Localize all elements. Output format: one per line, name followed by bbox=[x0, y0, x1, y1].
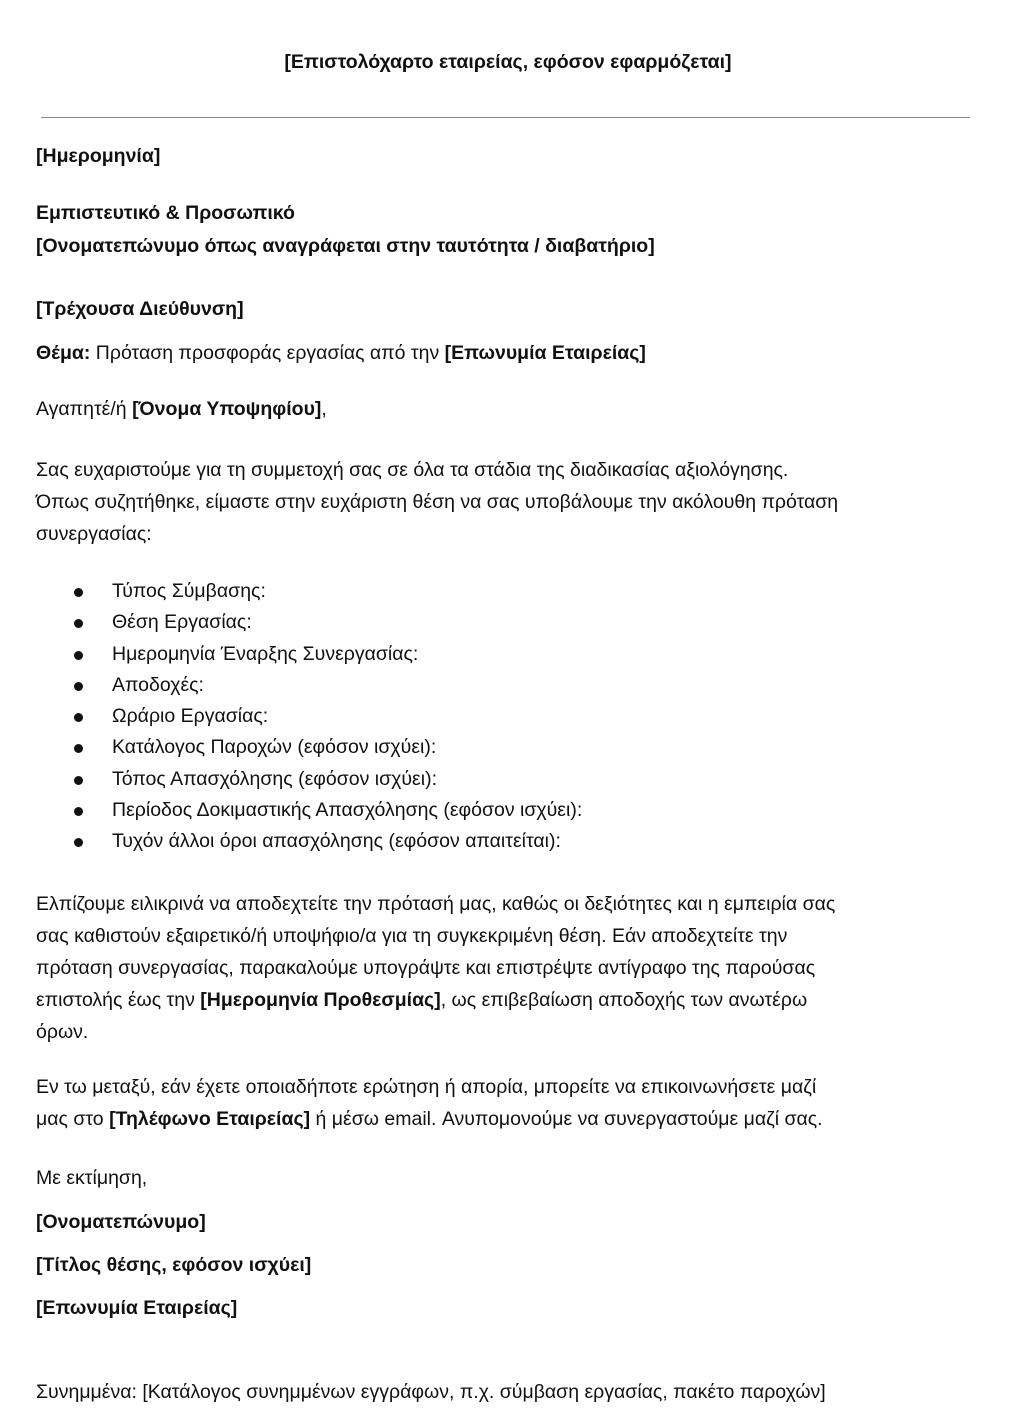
greeting-text: Αγαπητέ/ή bbox=[36, 398, 133, 420]
contact-line: Εν τω μεταξύ, εάν έχετε οποιαδήποτε ερώτηση ή απορία, μπορείτε να επικοινωνήσετε μαζί bbox=[36, 1076, 817, 1098]
signer-title: [Τίτλος θέσης, εφόσον ισχύει] bbox=[36, 1254, 312, 1276]
subject-label: Θέμα: bbox=[36, 342, 91, 364]
deadline-placeholder: [Ημερομηνία Προθεσμίας] bbox=[200, 989, 441, 1011]
offer-terms-list bbox=[36, 576, 582, 857]
subject-line bbox=[36, 342, 646, 365]
subject-company: [Επωνυμία Εταιρείας] bbox=[444, 342, 646, 364]
bullet-icon bbox=[74, 713, 83, 722]
acceptance-line: επιστολής έως την [Ημερομηνία Προθεσμίας], ως επιβεβαίωση αποδοχής των ανωτέρω bbox=[36, 989, 808, 1011]
list-item: Ημερομηνία Έναρξης Συνεργασίας: bbox=[36, 639, 582, 670]
list-item: Περίοδος Δοκιμαστικής Απασχόλησης (εφόσον ισχύει): bbox=[36, 795, 582, 826]
bullet-icon bbox=[74, 838, 83, 847]
list-item: Τόπος Απασχόλησης (εφόσον ισχύει): bbox=[36, 764, 582, 795]
recipient-address: [Τρέχουσα Διεύθυνση] bbox=[36, 298, 244, 320]
greeting bbox=[36, 398, 327, 421]
intro-line: Σας ευχαριστούμε για τη συμμετοχή σας σε όλα τα στάδια της διαδικασίας αξιολόγησης. bbox=[36, 459, 789, 481]
confidential-label: Εμπιστευτικό & Προσωπικό bbox=[36, 202, 295, 224]
signer-name: [Ονοματεπώνυμο] bbox=[36, 1211, 206, 1233]
letterhead-placeholder: [Επιστολόχαρτο εταιρείας, εφόσον εφαρμόζεται] bbox=[284, 51, 732, 73]
acceptance-paragraph bbox=[36, 888, 981, 1048]
acceptance-line: Ελπίζουμε ειλικρινά να αποδεχτείτε την πρότασή μας, καθώς οι δεξιότητες και η εμπειρία σας bbox=[36, 893, 836, 915]
acceptance-line: όρων. bbox=[36, 1021, 89, 1043]
header-divider bbox=[41, 117, 970, 118]
bullet-icon bbox=[74, 807, 83, 816]
acceptance-line: σας καθιστούν εξαιρετικό/ή υποψήφιο/α για τη συγκεκριμένη θέση. Εάν αποδεχτείτε την bbox=[36, 925, 788, 947]
contact-paragraph bbox=[36, 1071, 981, 1135]
bullet-icon bbox=[74, 744, 83, 753]
intro-line: συνεργασίας: bbox=[36, 523, 152, 545]
list-item: Αποδοχές: bbox=[36, 670, 582, 701]
intro-line: Όπως συζητήθηκε, είμαστε στην ευχάριστη θέση να σας υποβάλουμε την ακόλουθη πρόταση bbox=[36, 491, 839, 513]
signer-company: [Επωνυμία Εταιρείας] bbox=[36, 1297, 238, 1319]
candidate-name: [Όνομα Υποψηφίου] bbox=[132, 398, 322, 420]
bullet-icon bbox=[74, 776, 83, 785]
acceptance-line: πρόταση συνεργασίας, παρακαλούμε υπογράψτε και επιστρέψτε αντίγραφο της παρούσας bbox=[36, 957, 816, 979]
list-item: Κατάλογος Παροχών (εφόσον ισχύει): bbox=[36, 732, 582, 763]
bullet-icon bbox=[74, 619, 83, 628]
list-item: Θέση Εργασίας: bbox=[36, 607, 582, 638]
recipient-name: [Ονοματεπώνυμο όπως αναγράφεται στην ταυτότητα / διαβατήριο] bbox=[36, 235, 655, 257]
letter-date: [Ημερομηνία] bbox=[36, 145, 161, 167]
contact-line: μας στο [Τηλέφωνο Εταιρείας] ή μέσω email. Ανυπομονούμε να συνεργαστούμε μαζί σας. bbox=[36, 1108, 823, 1130]
intro-paragraph bbox=[36, 454, 981, 550]
phone-placeholder: [Τηλέφωνο Εταιρείας] bbox=[109, 1108, 311, 1130]
subject-text: Πρόταση προσφοράς εργασίας από την bbox=[90, 342, 445, 364]
bullet-icon bbox=[74, 682, 83, 691]
greeting-suffix: , bbox=[321, 398, 327, 420]
list-item: Τύπος Σύμβασης: bbox=[36, 576, 582, 607]
sign-off: Με εκτίμηση, bbox=[36, 1167, 148, 1189]
attachments-note: Συνημμένα: [Κατάλογος συνημμένων εγγράφων, π.χ. σύμβαση εργασίας, πακέτο παροχών] bbox=[36, 1381, 826, 1403]
bullet-icon bbox=[74, 588, 83, 597]
list-item: Τυχόν άλλοι όροι απασχόλησης (εφόσον απαιτείται): bbox=[36, 826, 582, 857]
bullet-icon bbox=[74, 651, 83, 660]
list-item: Ωράριο Εργασίας: bbox=[36, 701, 582, 732]
